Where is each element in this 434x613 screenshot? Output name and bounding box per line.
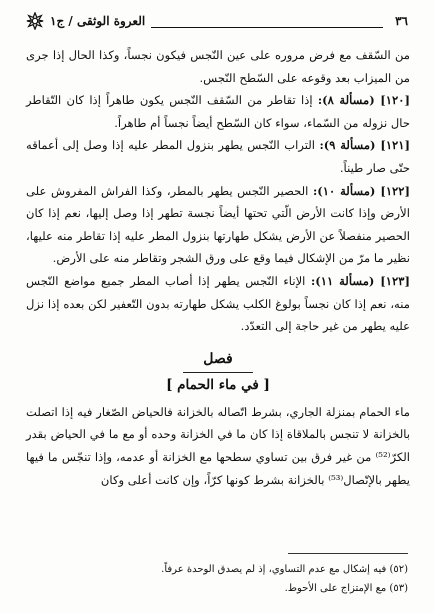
page-body xyxy=(26,44,410,491)
issue-text: التراب النّجس يطهر بنزول المطر عليه إذا وصل إلى أعماقه حتّى صار طيناً. xyxy=(26,138,410,175)
issue-121 xyxy=(26,134,410,179)
issue-text: الإناء النّجس يطهر إذا أصاب المطر جميع مواضع النّجس منه، نعم إذا كان نجساً بولوغ الكلب يشكل طهارته بدون التّعفير لكن بعده إذا نزل عليه يطهر من غير حاجة إلى التعدّد. xyxy=(26,273,410,334)
footnote-rule xyxy=(288,553,408,554)
section-title: فصل xyxy=(203,350,233,367)
paragraph-text: من السّقف مع فرض مروره على عين النّجس فيكون نجساً، وكذا الحال إذا جرى من الميزاب بعد وقوعه على السّطح النّجس. xyxy=(26,48,410,85)
footnote: (٥٣) مع الإمتزاج على الأحوط. xyxy=(284,583,408,594)
issue-number: [١٢٣] (مسألة ١١): xyxy=(310,273,410,288)
header-rule xyxy=(151,27,383,28)
issue-122 xyxy=(26,180,410,270)
issue-number: [١٢٢] (مسألة ١٠): xyxy=(312,183,410,198)
footnote: (٥٢) فيه إشكال مع عدم التساوي، إذ لم يصدق الوحدة عرفاً. xyxy=(161,564,408,575)
paragraph-continuation xyxy=(26,44,410,89)
issue-text: الحصير النّجس يطهر بالمطر، وكذا الفراش المفروش على الأرض وإذا كانت الأرض الّتي تحتها أيضاً نجسة تطهر إذا وصل إليها، نعم إذا كان الحصير منفصلاً عن الأرض يشكل طهارتها بنزول المطر عليه إذا تقاطر منه عليها، نظير ما مرّ من الإشكال فيما وقع على ورق الشجر وتقاطر منه على الأرض. xyxy=(26,183,410,266)
page-header xyxy=(26,8,408,34)
issue-123 xyxy=(26,270,410,338)
section-paragraph: ماء الحمام بمنزلة الجاري، بشرط اتّصاله بالخزانة فالحياض الصّغار فيه إذا اتصلت بالخزانة لا تنجس بالملاقاة إذا كان ما في الخزانة وحده أو مع ما في الحياض بقدر الكرّ⁽⁵²⁾ من غير فرق بين تساوي سطحها مع الخزانة أو عدمه، وإذا تنجّس ما فيها يطهر بالإتّصال⁽⁵³⁾ بالخزانة بشرط كونها كرّاً، وإن كانت أعلى وكان xyxy=(26,404,410,487)
issue-120 xyxy=(26,89,410,134)
running-title: العروة الوثقى / ج١ xyxy=(50,14,146,28)
section-subtitle: [ في ماء الحمام ] xyxy=(166,376,270,393)
issue-number: [١٢١] (مسألة ٩): xyxy=(319,138,410,153)
footnotes xyxy=(26,560,408,598)
page-number: ٣٦ xyxy=(395,14,408,28)
issue-number: [١٢٠] (مسألة ٨): xyxy=(317,93,410,108)
ornament-icon xyxy=(26,12,44,30)
issue-text: إذا تقاطر من السّقف النّجس يكون طاهراً إذا كان التّقاطر حال نزوله من السّماء، سواء كان السّطح أيضاً نجساً أم طاهراً. xyxy=(26,93,410,130)
